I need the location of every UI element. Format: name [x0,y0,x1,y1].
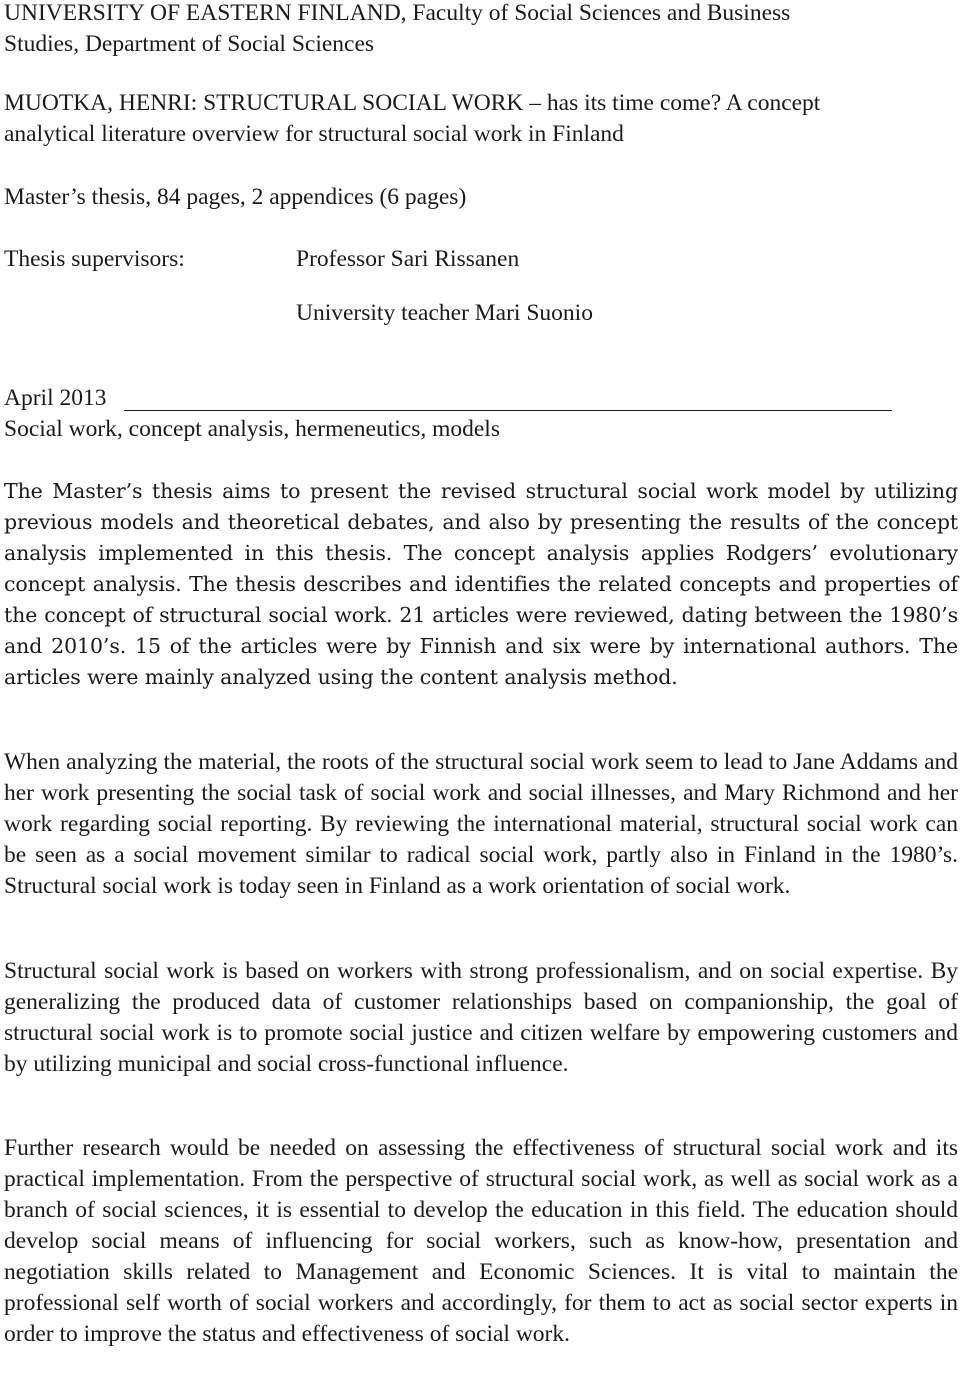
header-line-2: Studies, Department of Social Sciences [4,31,375,57]
thesis-meta: Master’s thesis, 84 pages, 2 appendices (6 pages) [4,184,467,210]
abstract-paragraph-1: The Master’s thesis aims to present the revised structural social work model by utilizing previous models and theoretical debates, and also by presenting the results of the concept analysis implemented in this thesis. The concept analysis applies Rodgers’ evolutionary concept analysis. The thesis describes and identifies the related concepts and properties of the concept of structural social work. 21 articles were reviewed, dating between the 1980’s and 2010’s. 15 of the articles were by Finnish and six were by international authors. The articles were mainly analyzed using the content analysis method. [4,479,958,689]
date-divider-line [124,410,892,411]
abstract-paragraph-2: When analyzing the material, the roots of the structural social work seem to lead to Jane Addams and her work presenting the social task of social work and social illnesses, and Mary Richmond and her work regarding social reporting. By reviewing the international material, structural social work can be seen as a social movement similar to radical social work, partly also in Finland in the 1980’s. Structural social work is today seen in Finland as a work orientation of social work. [4,749,958,899]
keywords: Social work, concept analysis, hermeneutics, models [4,416,500,442]
university-header [4,0,958,60]
title-line-2: analytical literature overview for structural social work in Finland [4,121,624,147]
abstract-paragraph-4: Further research would be needed on assessing the effectiveness of structural social work and its practical implementation. From the perspective of structural social work, as well as social work as a branch of social sciences, it is essential to develop the education in this field. The education should develop social means of influencing for social workers, such as know-how, presentation and negotiation skills related to Management and Economic Sciences. It is vital to maintain the professional self worth of social workers and accordingly, for them to act as social sector experts in order to improve the status and effectiveness of social work. [4,1135,958,1347]
thesis-title [4,88,958,150]
thesis-date: April 2013 [4,385,107,411]
supervisors-label: Thesis supervisors: [4,246,185,272]
abstract-paragraph-3: Structural social work is based on workers with strong professionalism, and on social expertise. By generalizing the produced data of customer relationships based on companionship, the goal of structural social work is to promote social justice and citizen welfare by empowering customers and by utilizing municipal and social cross-functional influence. [4,958,958,1077]
document-page [4,0,958,1379]
header-line-1: UNIVERSITY OF EASTERN FINLAND, Faculty of Social Sciences and Business [4,0,791,26]
title-line-1: MUOTKA, HENRI: STRUCTURAL SOCIAL WORK – has its time come? A concept [4,90,821,116]
supervisor-2: University teacher Mari Suonio [296,300,593,326]
supervisor-1: Professor Sari Rissanen [296,246,520,272]
